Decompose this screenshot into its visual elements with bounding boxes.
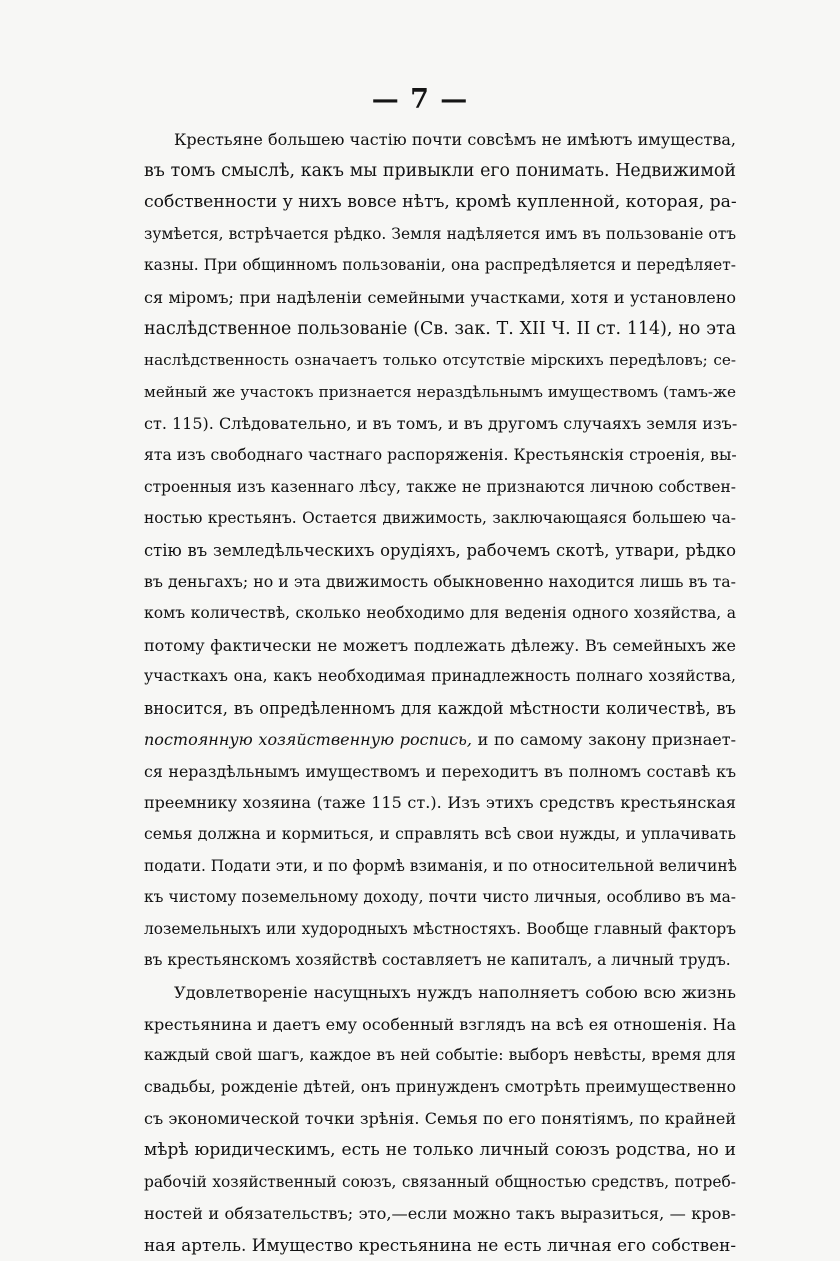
text-line: мѣрѣ юридическимъ, есть не только личный союзъ родства, но и <box>144 1140 736 1160</box>
text-line: зумѣется, встрѣчается рѣдко. Земля надѣляется имъ въ пользованіе отъ <box>144 224 736 243</box>
text-line: наслѣдственность означаетъ только отсутствіе мірскихъ передѣловъ; се- <box>144 351 736 370</box>
text-line: преемнику хозяина (таже 115 ст.). Изъ этихъ средствъ крестьянская <box>144 793 736 813</box>
text-line: ст. 115). Слѣдовательно, и въ томъ, и въ другомъ случаяхъ земля изъ- <box>144 414 738 434</box>
page-number: — 7 — <box>371 84 469 115</box>
text-line: въ крестьянскомъ хозяйствѣ составляетъ не капиталъ, а личный трудъ. <box>144 951 731 970</box>
text-line: вносится, въ опредѣленномъ для каждой мѣстности количествѣ, въ <box>144 698 736 718</box>
text-line: ная артель. Имущество крестьянина не есть личная его собствен- <box>144 1234 736 1255</box>
text-line: ята изъ свободнаго частнаго распоряженія. Крестьянскія строенія, вы- <box>144 445 737 464</box>
text-line: мейный же участокъ признается нераздѣльнымъ имуществомъ (тамъ-же <box>144 382 736 401</box>
text-line: въ томъ смыслѣ, какъ мы привыкли его понимать. Недвижимой <box>144 160 736 181</box>
text-line: ся нераздѣльнымъ имуществомъ и переходитъ въ полномъ составѣ къ <box>144 761 736 781</box>
text-line: Удовлетвореніе насущныхъ нуждъ наполняетъ собою всю жизнь <box>174 983 736 1003</box>
italic-phrase: постоянную хозяйственную роспись, <box>144 730 472 750</box>
text-line: лоземельныхъ или худородныхъ мѣстностяхъ. Вообще главный факторъ <box>144 919 736 938</box>
text-line: комъ количествѣ, сколько необходимо для веденія одного хозяйства, а <box>144 603 736 622</box>
text-line: участкахъ она, какъ необходимая принадлежность полнаго хозяйства, <box>144 667 736 686</box>
body-text <box>144 124 736 1261</box>
text-line: строенныя изъ казеннаго лѣсу, также не признаются личною собствен- <box>144 477 736 496</box>
text-line: свадьбы, рожденіе дѣтей, онъ принужденъ смотрѣть преимущественно <box>144 1077 736 1096</box>
text-line-italic-phrase <box>144 724 736 756</box>
text-line: семья должна и кормиться, и справлять всѣ свои нужды, и уплачивать <box>144 825 736 844</box>
text-fragment: и по самому закону признает- <box>471 730 737 750</box>
text-line: съ экономической точки зрѣнія. Семья по его понятіямъ, по крайней <box>144 1109 736 1129</box>
text-line: подати. Подати эти, и по формѣ взиманія, и по относительной величинѣ <box>144 856 737 875</box>
text-line: ностей и обязательствъ; это,—если можно такъ выразиться, — кров- <box>144 1204 736 1224</box>
text-line: ностью крестьянъ. Остается движимость, заключающаяся большею ча- <box>144 509 736 528</box>
text-line: стію въ земледѣльческихъ орудіяхъ, рабочемъ скотѣ, утвари, рѣдко <box>144 540 736 560</box>
text-line: къ чистому поземельному доходу, почти чисто личныя, особливо въ ма- <box>144 888 736 907</box>
text-line: казны. При общинномъ пользованіи, она распредѣляется и передѣляет- <box>144 256 736 275</box>
text-line: Крестьяне большею частію почти совсѣмъ не имѣютъ имущества, <box>174 130 736 149</box>
text-line: каждый свой шагъ, каждое въ ней событіе: выборъ невѣсты, время для <box>144 1046 736 1065</box>
text-line: наслѣдственное пользованіе (Св. зак. Т. XII Ч. II ст. 114), но эта <box>144 318 736 339</box>
text-line: въ деньгахъ; но и эта движимость обыкновенно находится лишь въ та- <box>144 572 736 592</box>
text-line: рабочій хозяйственный союзъ, связанный общностью средствъ, потреб- <box>144 1172 736 1191</box>
text-line: потому фактически не можетъ подлежать дѣлежу. Въ семейныхъ же <box>144 635 736 655</box>
text-line: ся міромъ; при надѣленіи семейными участками, хотя и установлено <box>144 287 736 307</box>
text-line: крестьянина и даетъ ему особенный взглядъ на всѣ ея отношенія. На <box>144 1014 737 1034</box>
text-line: собственности у нихъ вовсе нѣтъ, кромѣ купленной, которая, ра- <box>144 192 737 213</box>
